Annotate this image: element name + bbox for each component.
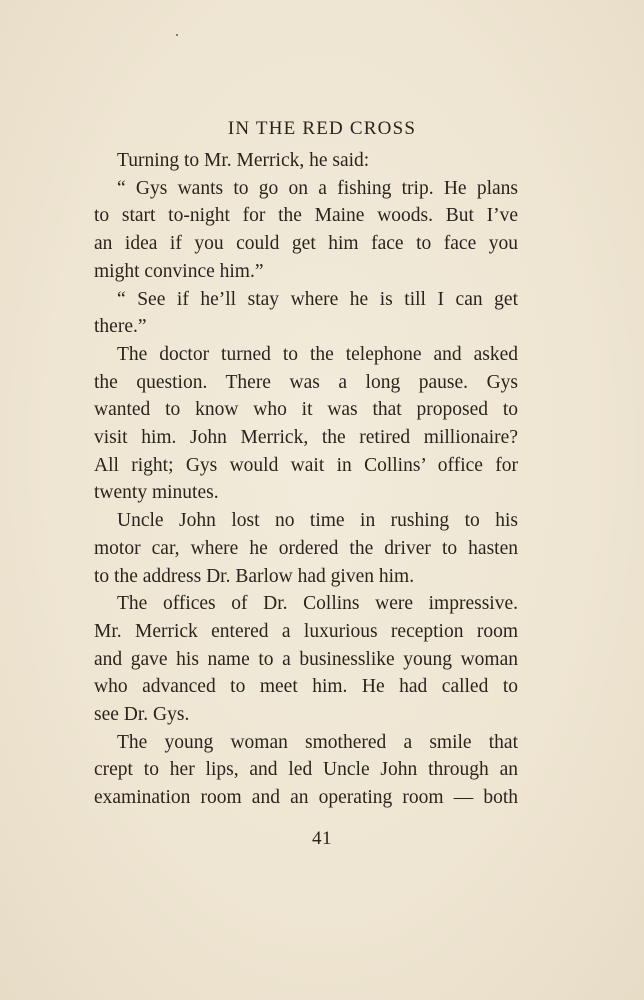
text-line: Mr. Merrick entered a luxurious reception room: [94, 620, 518, 642]
paragraph: [94, 147, 518, 175]
text-line: and gave his name to a businesslike young woman: [94, 648, 518, 670]
text-line: to start to-night for the Maine woods. But I’ve: [94, 205, 518, 227]
paragraph: [94, 175, 518, 286]
text-line: Uncle John lost no time in rushing to his: [117, 510, 518, 532]
text-line: Turning to Mr. Merrick, he said:: [117, 150, 370, 171]
text-line: “ See if he’ll stay where he is till I can get: [117, 288, 518, 310]
text-line: “ Gys wants to go on a fishing trip. He plans: [117, 177, 518, 199]
text-line: see Dr. Gys.: [94, 704, 190, 726]
text-line: there.”: [94, 316, 147, 338]
text-line: The doctor turned to the telephone and asked: [117, 343, 518, 365]
paragraph: [94, 590, 518, 729]
text-line: twenty minutes.: [94, 482, 219, 504]
text-line: The young woman smothered a smile that: [117, 731, 518, 753]
paper-speck: [176, 34, 178, 36]
text-line: visit him. John Merrick, the retired millionaire?: [94, 427, 518, 449]
running-head: IN THE RED CROSS: [227, 118, 417, 139]
paragraph: [94, 729, 518, 812]
text-line: to the address Dr. Barlow had given him.: [94, 565, 415, 587]
text-line: an idea if you could get him face to face you: [94, 233, 518, 255]
paragraph: [94, 341, 518, 507]
paragraph: [94, 286, 518, 341]
text-line: motor car, where he ordered the driver to hasten: [94, 537, 518, 559]
text-line: who advanced to meet him. He had called to: [94, 676, 518, 698]
body-text: [94, 147, 518, 812]
page-number: 41: [312, 828, 332, 849]
text-line: crept to her lips, and led Uncle John through an: [94, 759, 518, 781]
text-line: The offices of Dr. Collins were impressive.: [117, 593, 518, 615]
text-line: might convince him.”: [94, 260, 264, 282]
text-line: wanted to know who it was that proposed to: [94, 399, 518, 421]
text-line: the question. There was a long pause. Gys: [94, 371, 518, 393]
text-line: All right; Gys would wait in Collins’ office for: [94, 454, 518, 476]
text-line: examination room and an operating room — both: [94, 787, 518, 809]
paragraph: [94, 507, 518, 590]
